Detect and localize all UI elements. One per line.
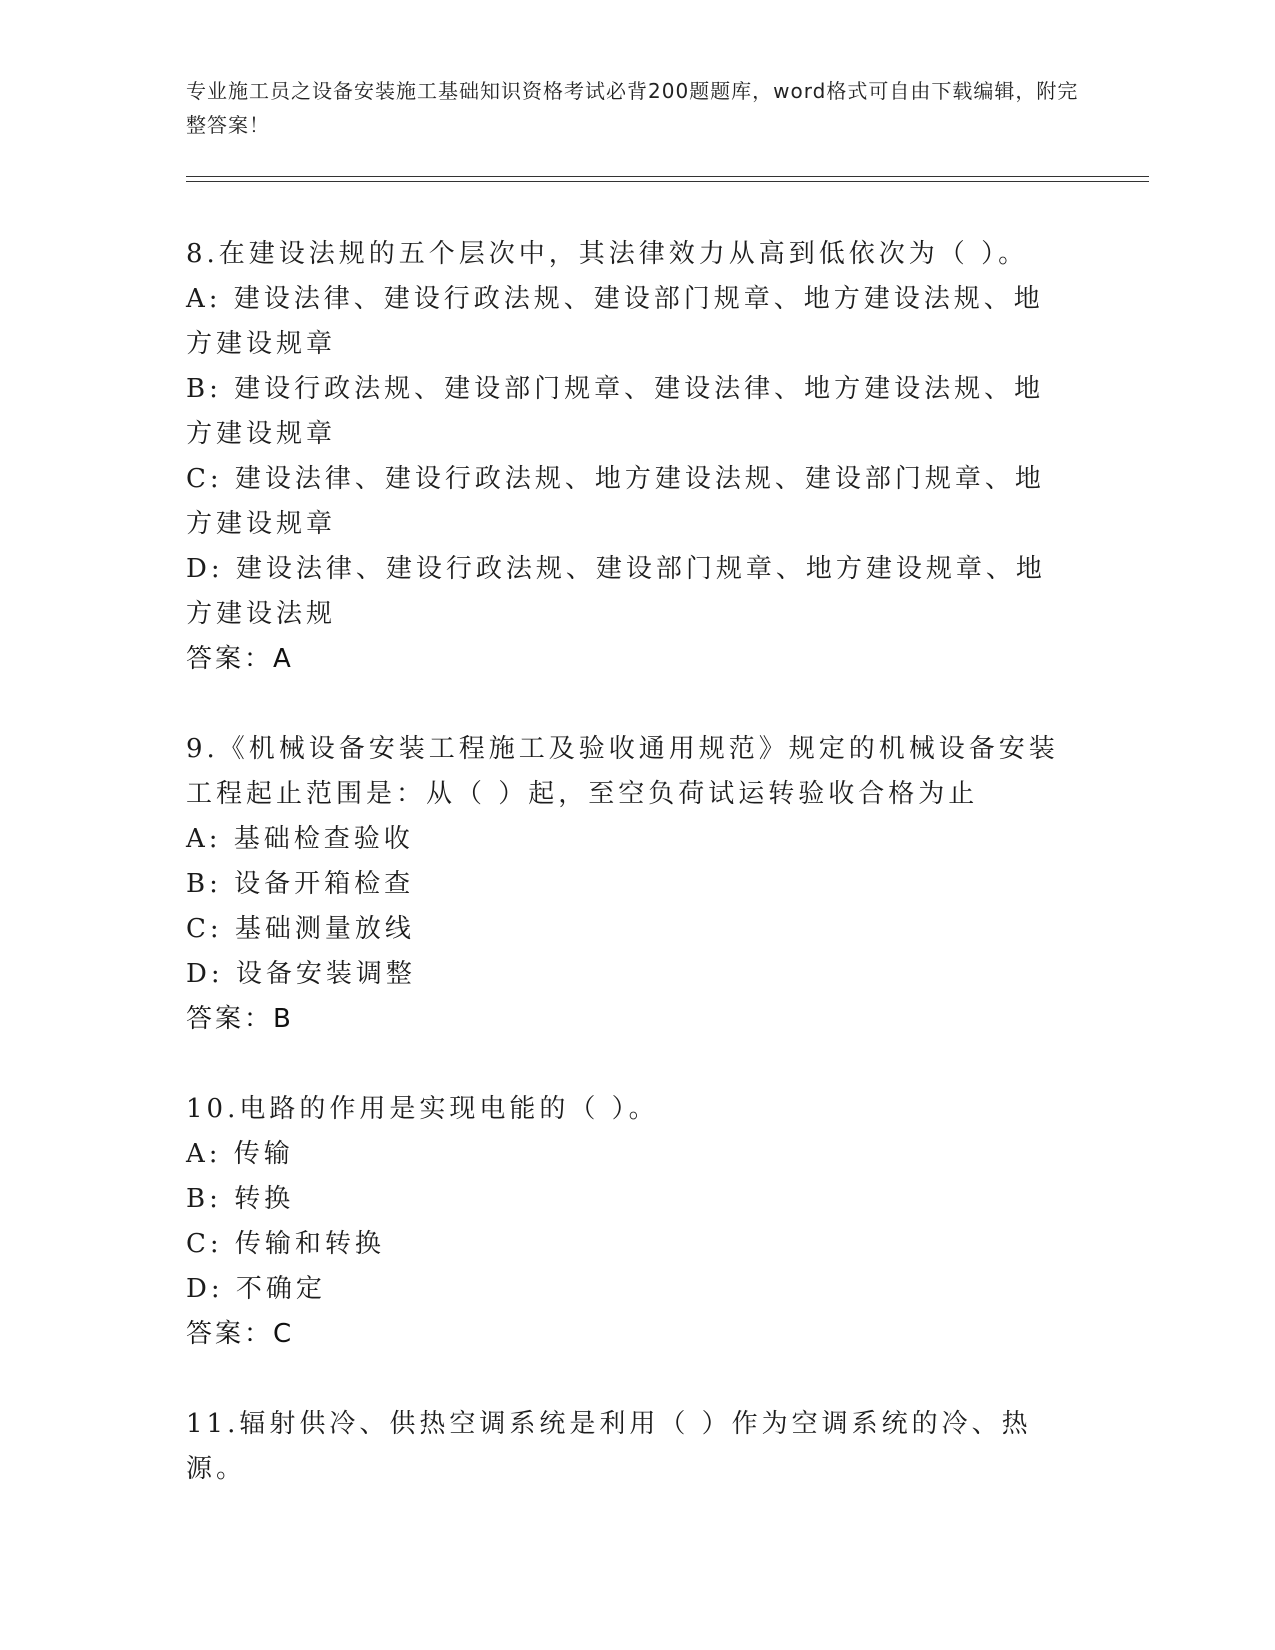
question-stem: 11.辐射供冷、供热空调系统是利用（ ）作为空调系统的冷、热源。 [186,1409,1032,1484]
option-c: C: 传输和转换 [186,1229,385,1259]
question-stem: 8.在建设法规的五个层次中，其法律效力从高到低依次为（ ）。 [186,239,1029,269]
document-header: 专业施工员之设备安装施工基础知识资格考试必背200题题库，word格式可自由下载编辑，附完整答案！ [186,79,1079,137]
option-b: B: 转换 [186,1184,295,1214]
option-a: A: 基础检查验收 [186,824,414,854]
option-b: B: 建设行政法规、建设部门规章、建设法律、地方建设法规、地方建设规章 [186,374,1045,449]
option-c: C: 基础测量放线 [186,914,415,944]
question-stem: 10.电路的作用是实现电能的（ ）。 [186,1094,659,1124]
header-divider-bottom [186,181,1149,182]
answer-label: 答案：B [186,1004,294,1034]
option-a: A: 传输 [186,1139,294,1169]
option-c: C: 建设法律、建设行政法规、地方建设法规、建设部门规章、地方建设规章 [186,464,1045,539]
option-b: B: 设备开箱检查 [186,869,415,899]
answer-label: 答案：C [186,1319,295,1349]
question-item [186,232,1066,682]
question-stem: 9.《机械设备安装工程施工及验收通用规范》规定的机械设备安装工程起止范围是：从（ ）起，至空负荷试运转验收合格为止 [186,734,1059,809]
answer-label: 答案：A [186,644,294,674]
question-item [186,727,1066,1042]
header-divider-top [186,176,1149,177]
option-a: A: 建设法律、建设行政法规、建设部门规章、地方建设法规、地方建设规章 [186,284,1044,359]
question-list [186,232,1066,1537]
question-item [186,1402,1066,1492]
option-d: D: 建设法律、建设行政法规、建设部门规章、地方建设规章、地方建设法规 [186,554,1046,629]
option-d: D: 不确定 [186,1274,326,1304]
question-item [186,1087,1066,1357]
option-d: D: 设备安装调整 [186,959,416,989]
